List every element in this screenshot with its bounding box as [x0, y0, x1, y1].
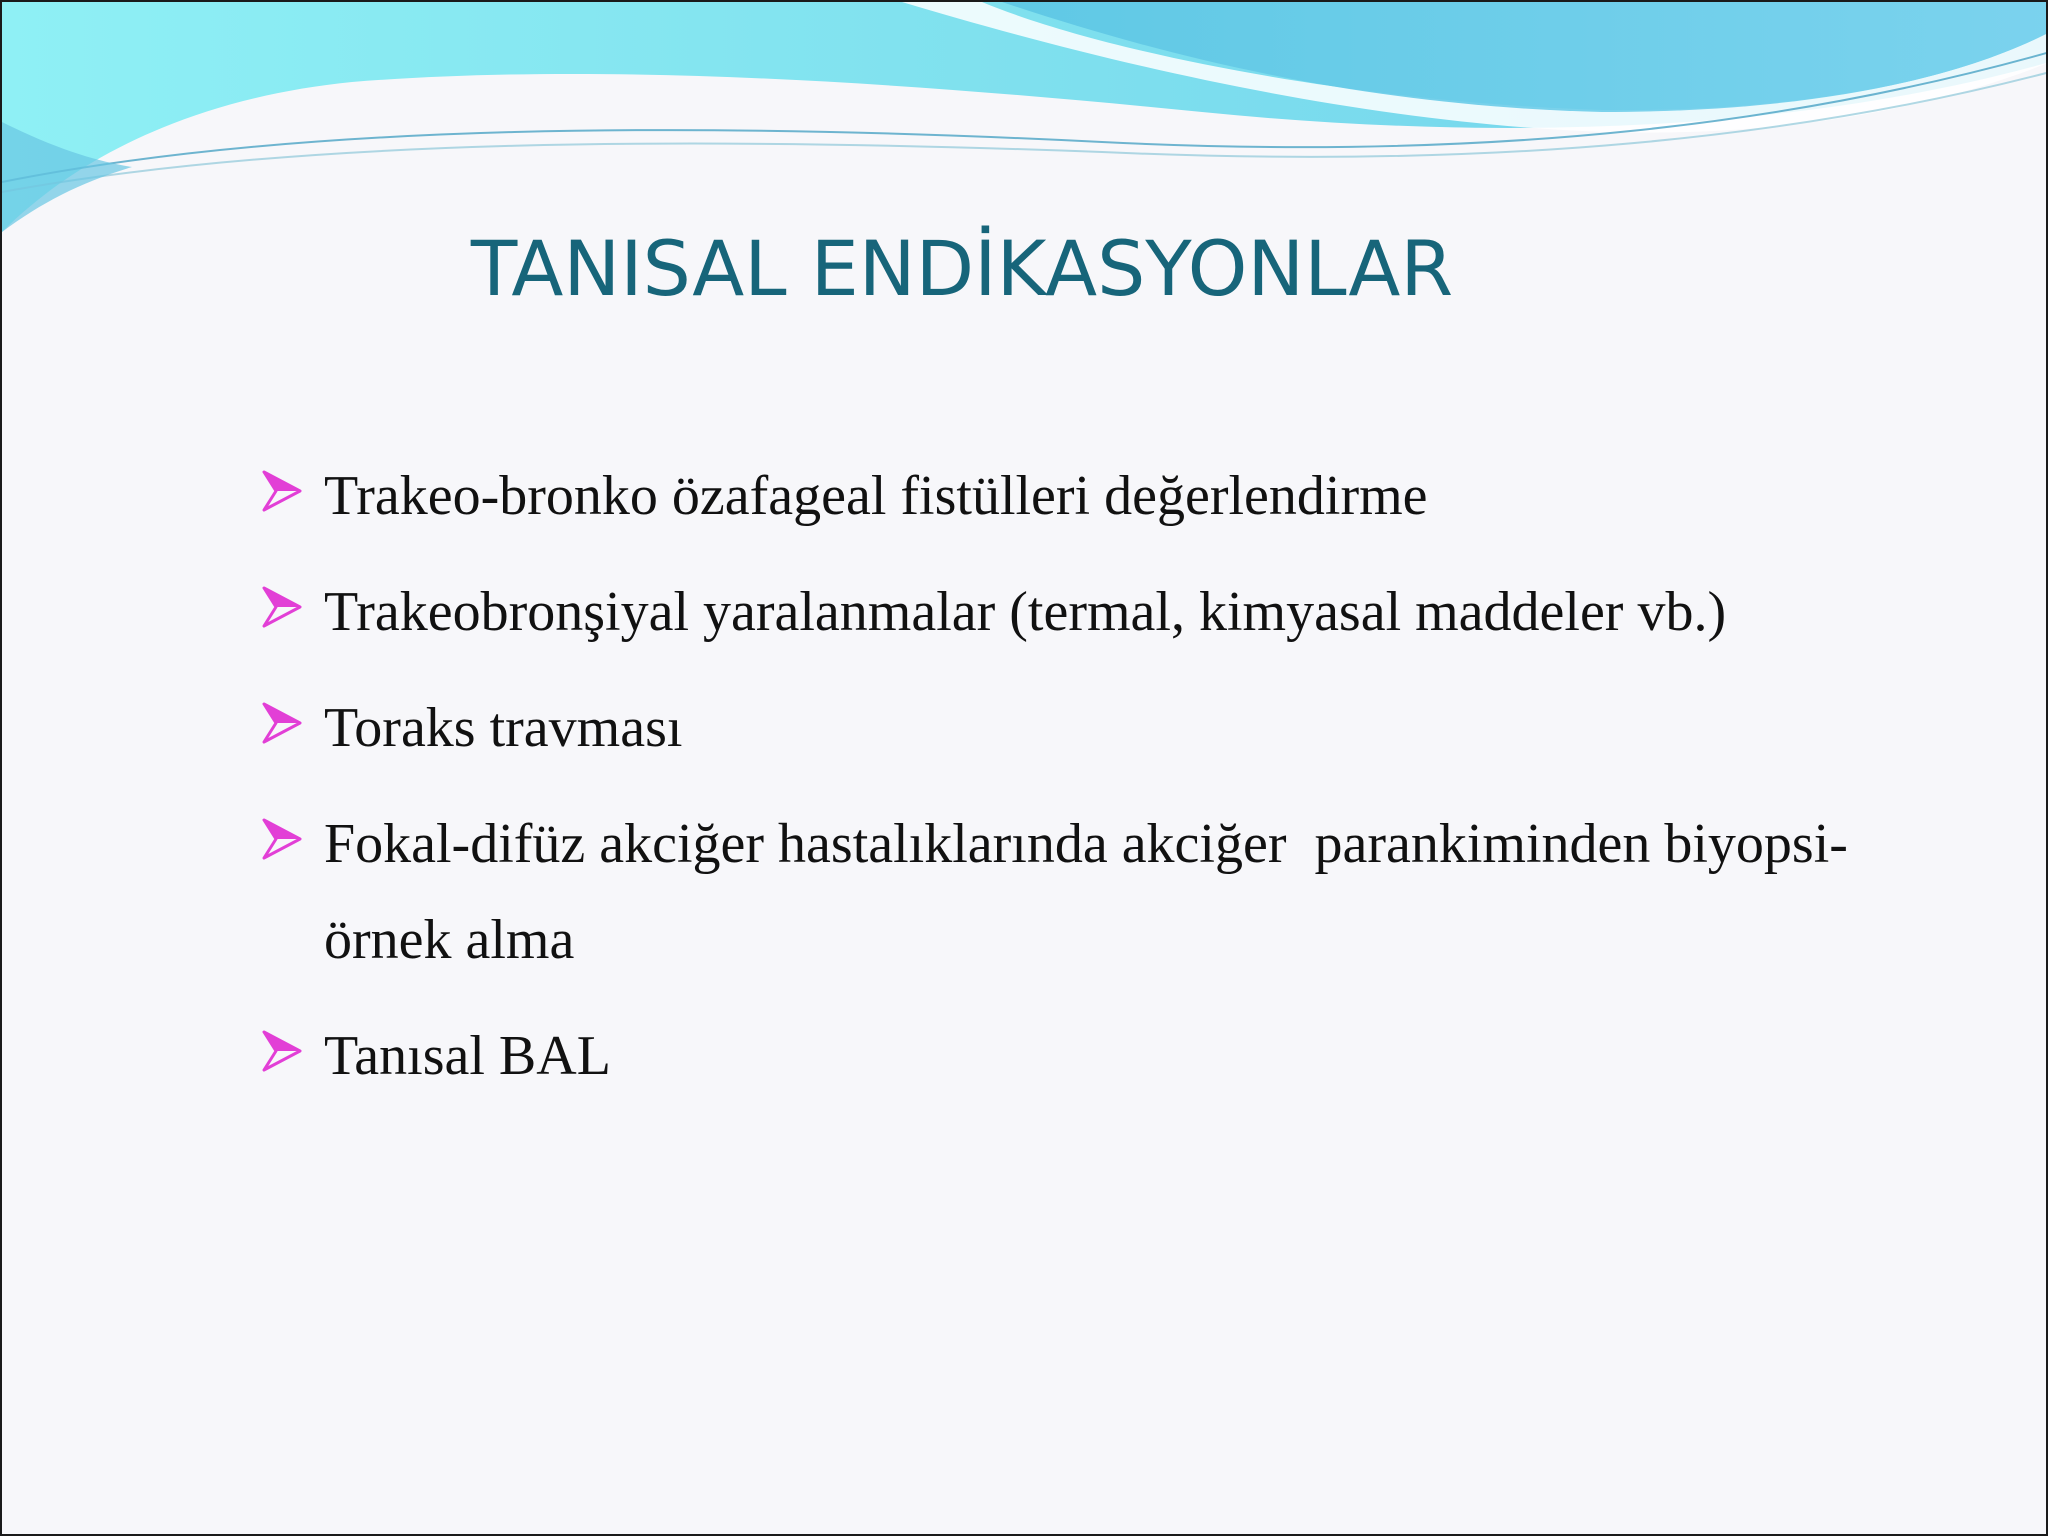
arrow-bullet-icon	[262, 818, 302, 860]
arrow-bullet-icon	[262, 586, 302, 628]
bullet-item	[262, 680, 1962, 776]
bullet-text: Fokal-difüz akciğer hastalıklarında akciğer parankiminden biyopsi-örnek alma	[324, 813, 1848, 971]
bullet-text: Tanısal BAL	[324, 1025, 611, 1087]
bullet-text: Toraks travması	[324, 697, 683, 759]
bullet-text: Trakeo-bronko özafageal fistülleri değerlendirme	[324, 465, 1428, 527]
arrow-bullet-icon	[262, 470, 302, 512]
arrow-bullet-icon	[262, 1030, 302, 1072]
arrow-bullet-icon	[262, 702, 302, 744]
bullet-item	[262, 448, 1962, 544]
slide-title: TANISAL ENDİKASYONLAR	[470, 224, 1454, 313]
bullet-item	[262, 564, 1962, 660]
bullet-list	[262, 448, 1962, 1124]
bullet-text: Trakeobronşiyal yaralanmalar (termal, kimyasal maddeler vb.)	[324, 581, 1727, 643]
bullet-item	[262, 1008, 1962, 1104]
bullet-item	[262, 796, 1884, 988]
header-wave-decoration	[2, 2, 2048, 262]
